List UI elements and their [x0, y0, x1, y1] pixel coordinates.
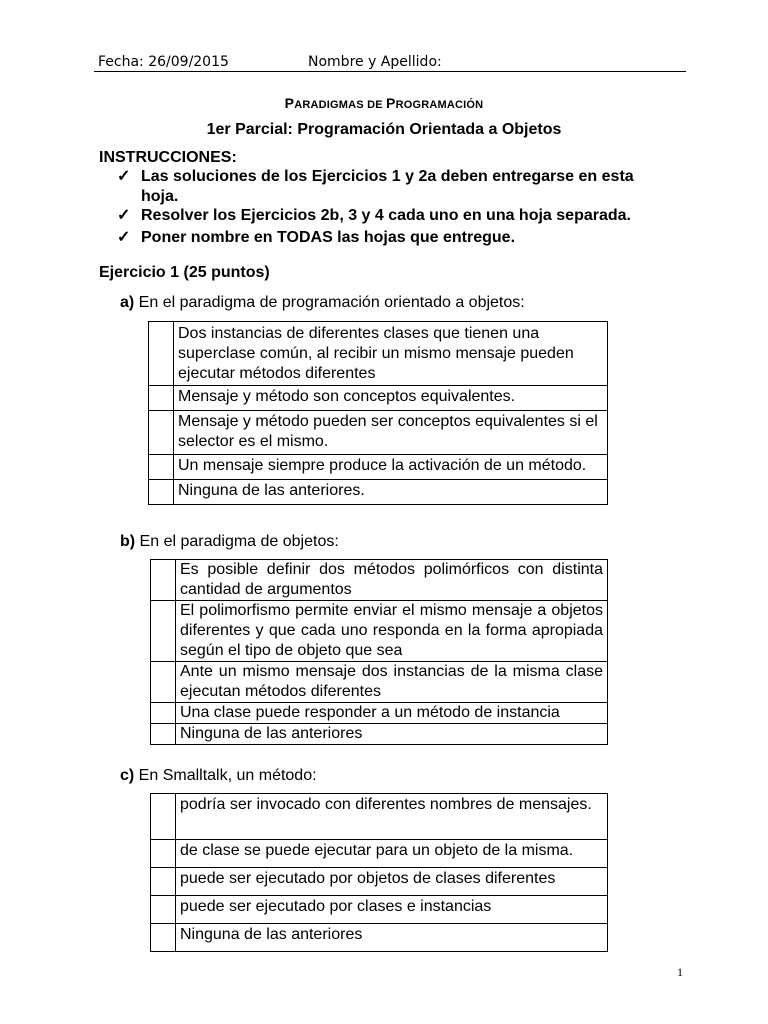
option-text: Ante un mismo mensaje dos instancias de la misma clase ejecutan métodos diferentes: [176, 662, 608, 703]
option-text: puede ser ejecutado por clases e instancias: [176, 896, 608, 924]
instruction-text: Poner nombre en TODAS las hojas que entregue.: [141, 229, 516, 246]
option-text: de clase se puede ejecutar para un objeto de la misma.: [176, 840, 608, 868]
option-text: Mensaje y método son conceptos equivalentes.: [174, 386, 608, 411]
option-row: [151, 724, 608, 745]
question-prompt: En el paradigma de programación orientado a objetos:: [134, 294, 525, 311]
answer-box[interactable]: [151, 924, 176, 952]
answer-box[interactable]: [149, 386, 174, 411]
option-row: [151, 896, 608, 924]
answer-box[interactable]: [151, 662, 176, 703]
option-row: [151, 840, 608, 868]
option-row: [149, 455, 608, 480]
option-row: [149, 322, 608, 386]
option-row: [151, 868, 608, 896]
instruction-item-1: [117, 167, 661, 207]
options-table-b: [150, 559, 608, 745]
options-table-a: [148, 321, 608, 505]
title-initial-p: P: [284, 95, 295, 111]
check-icon: ✓: [117, 168, 131, 185]
question-label: b): [120, 533, 136, 550]
answer-box[interactable]: [151, 724, 176, 745]
answer-box[interactable]: [151, 560, 176, 601]
instructions-heading: INSTRUCCIONES:: [99, 149, 237, 166]
page-number: 1: [677, 965, 683, 979]
instruction-text: Resolver los Ejercicios 2b, 3 y 4 cada uno en una hoja separada.: [141, 207, 631, 224]
option-text: Una clase puede responder a un método de instancia: [176, 703, 608, 724]
answer-box[interactable]: [151, 868, 176, 896]
option-row: [151, 662, 608, 703]
option-row: [151, 601, 608, 662]
title-rest-g: ROGRAMACIÓN: [395, 99, 484, 111]
option-text: Ninguna de las anteriores: [176, 724, 608, 745]
answer-box[interactable]: [151, 896, 176, 924]
question-label: a): [120, 294, 135, 311]
answer-box[interactable]: [151, 601, 176, 662]
option-text: Dos instancias de diferentes clases que tienen una superclase común, al recibir un mismo mensaje pueden ejecutar métodos diferentes: [174, 322, 608, 386]
answer-box[interactable]: [151, 794, 176, 840]
answer-box[interactable]: [149, 480, 174, 505]
question-prompt: En el paradigma de objetos:: [135, 533, 339, 550]
question-a: [120, 294, 525, 312]
option-row: [149, 480, 608, 505]
check-icon: ✓: [117, 207, 131, 224]
question-prompt: En Smalltalk, un método:: [134, 767, 317, 784]
course-title: [0, 95, 768, 111]
answer-box[interactable]: [149, 455, 174, 480]
date-label: Fecha: 26/09/2015: [98, 54, 229, 70]
option-row: [151, 560, 608, 601]
question-b: [120, 533, 339, 551]
name-label: Nombre y Apellido:: [308, 54, 442, 70]
option-text: El polimorfismo permite enviar el mismo mensaje a objetos diferentes y que cada uno responda en la forma apropiada según el tipo de objeto que sea: [176, 601, 608, 662]
answer-box[interactable]: [149, 411, 174, 455]
instruction-item-3: [117, 228, 701, 248]
answer-box[interactable]: [151, 840, 176, 868]
option-text: puede ser ejecutado por objetos de clases diferentes: [176, 868, 608, 896]
answer-box[interactable]: [151, 703, 176, 724]
exercise-heading: Ejercicio 1 (25 puntos): [99, 264, 270, 281]
check-icon: ✓: [117, 229, 131, 246]
option-text: Un mensaje siempre produce la activación de un método.: [174, 455, 608, 480]
option-row: [149, 386, 608, 411]
options-table-c: [150, 793, 608, 952]
option-row: [151, 703, 608, 724]
question-label: c): [120, 767, 135, 784]
instruction-item-2: [117, 206, 701, 226]
header-rule: [94, 71, 686, 72]
option-text: podría ser invocado con diferentes nombres de mensajes.: [176, 794, 608, 840]
option-row: [151, 924, 608, 952]
option-text: Ninguna de las anteriores.: [174, 480, 608, 505]
question-c: [120, 767, 317, 785]
title-rest-p: ARADIGMAS DE: [294, 99, 387, 111]
instruction-text: Las soluciones de los Ejercicios 1 y 2a deben entregarse en esta hoja.: [141, 168, 634, 205]
title-initial-g: P: [386, 95, 396, 111]
option-row: [149, 411, 608, 455]
exam-subtitle: 1er Parcial: Programación Orientada a Objetos: [206, 121, 562, 138]
option-text: Ninguna de las anteriores: [176, 924, 608, 952]
option-text: Mensaje y método pueden ser conceptos equivalentes si el selector es el mismo.: [174, 411, 608, 455]
answer-box[interactable]: [149, 322, 174, 386]
option-row: [151, 794, 608, 840]
option-text: Es posible definir dos métodos polimórficos con distinta cantidad de argumentos: [176, 560, 608, 601]
